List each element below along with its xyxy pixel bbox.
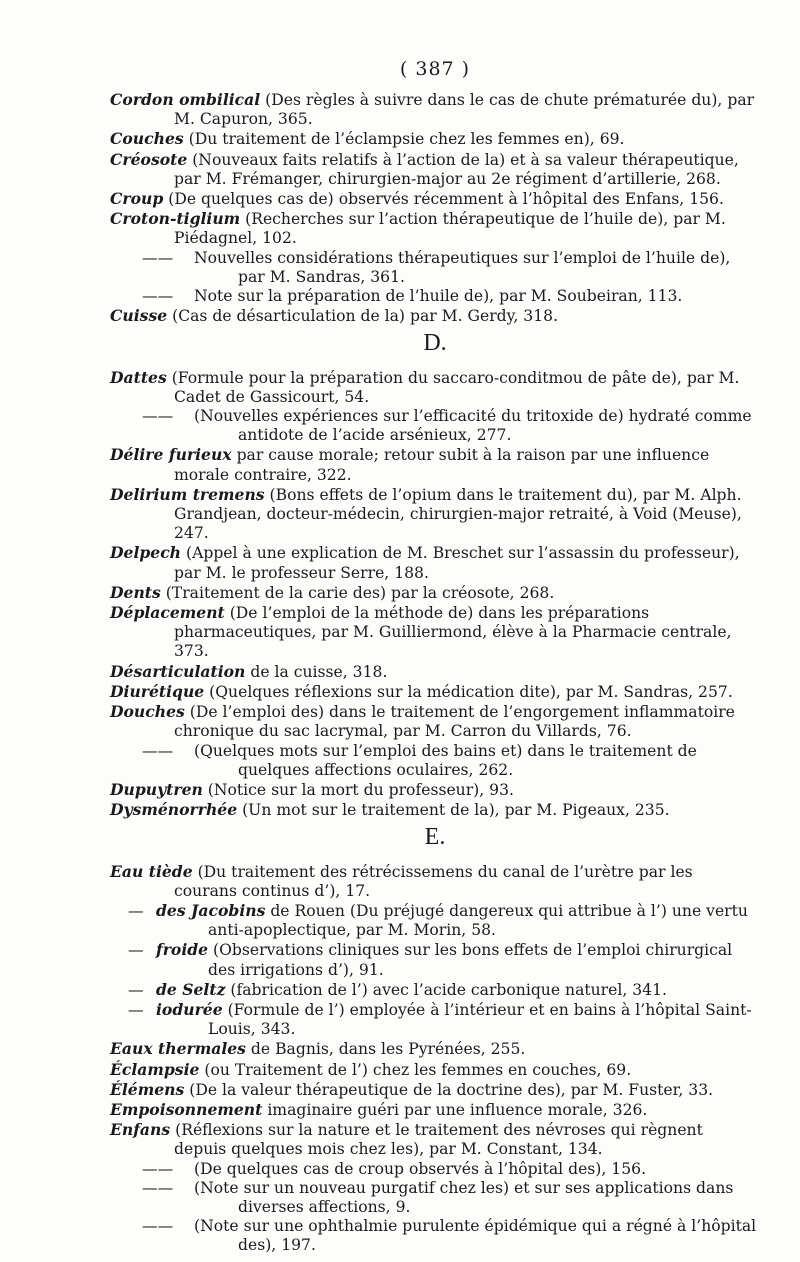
entry-headword: Dysménorrhée bbox=[110, 800, 238, 820]
index-entry bbox=[110, 780, 760, 800]
entry-headword: Douches bbox=[110, 702, 185, 722]
ditto-dash: — bbox=[128, 901, 144, 920]
entry-headword: Désarticulation bbox=[110, 661, 246, 681]
index-entry bbox=[110, 368, 760, 407]
entry-text: (Recherches sur l’action thérapeutique de l’huile de), par M. Piédagnel, 102. bbox=[174, 210, 726, 248]
entry-headword: iodurée bbox=[156, 999, 223, 1019]
index-subentry bbox=[110, 901, 760, 940]
ditto-dash: —— bbox=[142, 1159, 174, 1178]
entry-headword: Délire furieux bbox=[110, 445, 232, 465]
index-subentry bbox=[110, 287, 760, 306]
entry-text: (Bons effets de l’opium dans le traitement du), par M. Alph. Grandjean, docteur-médecin, chirurgien-major retraité, à Void (Meuse), 247. bbox=[174, 485, 742, 543]
entry-headword: Delpech bbox=[110, 543, 182, 563]
entry-text: (Note sur une ophthalmie purulente épidémique qui a régné à l’hôpital des), 197. bbox=[194, 1217, 757, 1255]
entry-text: (Nouvelles expériences sur l’efficacité du tritoxide de) hydraté comme antidote de l’acide arsénieux, 277. bbox=[194, 407, 752, 445]
ditto-dash: —— bbox=[142, 741, 174, 760]
entry-headword: Déplacement bbox=[110, 603, 225, 623]
entry-text: Note sur la préparation de l’huile de), par M. Soubeiran, 113. bbox=[194, 287, 683, 306]
entry-headword: Diurétique bbox=[110, 681, 205, 701]
index-entry bbox=[110, 662, 760, 682]
entry-text: (Des règles à suivre dans le cas de chute prématurée du), par M. Capuron, 365. bbox=[174, 91, 755, 129]
entry-text: (Traitement de la carie des) par la créosote, 268. bbox=[160, 583, 555, 602]
index-subentry bbox=[110, 742, 760, 780]
entry-headword: Enfans bbox=[110, 1120, 171, 1140]
entry-text: (Cas de désarticulation de la) par M. Gerdy, 318. bbox=[167, 307, 559, 326]
entry-text: de la cuisse, 318. bbox=[245, 662, 388, 681]
entry-headword: de Seltz bbox=[156, 979, 226, 999]
index-entry bbox=[110, 445, 760, 484]
index-entry bbox=[110, 1080, 760, 1100]
entry-text: imaginaire guéri par une influence morale, 326. bbox=[262, 1100, 648, 1119]
index-subentry bbox=[110, 407, 760, 445]
entry-headword: Élémens bbox=[110, 1079, 185, 1099]
section-letter: E. bbox=[424, 824, 446, 851]
entry-headword: Dents bbox=[110, 582, 161, 602]
entry-headword: Croton-tiglium bbox=[110, 209, 241, 229]
index-entry bbox=[110, 543, 760, 582]
index-subentry bbox=[110, 249, 760, 287]
entry-text: par cause morale; retour subit à la raison par une influence morale contraire, 322. bbox=[174, 446, 710, 484]
entry-text: (Notice sur la mort du professeur), 93. bbox=[202, 780, 514, 799]
entry-headword: Eaux thermales bbox=[110, 1039, 246, 1059]
entry-headword: Créosote bbox=[110, 149, 188, 169]
page-number: ( 387 ) bbox=[399, 58, 471, 80]
index-entry bbox=[110, 150, 760, 189]
entry-text: (Formule de l’) employée à l’intérieur et en bains à l’hôpital Saint-Louis, 343. bbox=[208, 1000, 752, 1039]
entry-headword: Cordon ombilical bbox=[110, 90, 261, 109]
entry-headword: Dattes bbox=[110, 367, 167, 387]
ditto-dash: —— bbox=[142, 287, 174, 306]
entry-headword: Dupuytren bbox=[110, 779, 203, 799]
index-subentry bbox=[110, 1160, 760, 1179]
entry-text: de Rouen (Du préjugé dangereux qui attribue à l’) une vertu anti-apoplectique, par M. Morin, 58. bbox=[208, 901, 748, 940]
entry-text: (De l’emploi des) dans le traitement de l’engorgement inflammatoire chronique du sac lacrymal, par M. Carron du Villards, 76. bbox=[174, 703, 735, 741]
section-letter: D. bbox=[423, 330, 447, 357]
index-entry bbox=[110, 800, 760, 820]
entry-text: (Note sur un nouveau purgatif chez les) et sur ses applications dans diverses affections, 9. bbox=[194, 1178, 734, 1216]
index-entry bbox=[110, 129, 760, 149]
index-subentry bbox=[110, 1217, 760, 1255]
index-subentry bbox=[110, 940, 760, 979]
entry-headword: Couches bbox=[110, 129, 184, 149]
index-entry bbox=[110, 1120, 760, 1159]
entry-text: (Quelques mots sur l’emploi des bains et) dans le traitement de quelques affections oculaires, 262. bbox=[194, 741, 697, 779]
index-entry bbox=[110, 682, 760, 702]
entry-text: (De quelques cas de croup observés à l’hôpital des), 156. bbox=[194, 1159, 647, 1178]
index-entry bbox=[110, 90, 760, 129]
entry-headword: Éclampsie bbox=[110, 1059, 200, 1079]
entry-text: (Quelques réflexions sur la médication dite), par M. Sandras, 257. bbox=[204, 682, 733, 701]
entry-text: (De quelques cas de) observés récemment à l’hôpital des Enfans, 156. bbox=[163, 190, 724, 209]
ditto-dash: —— bbox=[142, 1217, 174, 1236]
index-entry bbox=[110, 603, 760, 662]
ditto-dash: —— bbox=[142, 407, 174, 426]
entry-headword: Empoisonnement bbox=[110, 1099, 263, 1119]
index-entry bbox=[110, 702, 760, 741]
index-subentry bbox=[110, 1179, 760, 1217]
entry-text: (Réflexions sur la nature et le traitement des névroses qui règnent depuis quelques mois chez les), par M. Constant, 134. bbox=[170, 1121, 703, 1159]
index-entry bbox=[110, 583, 760, 603]
entry-text: (De l’emploi de la méthode de) dans les préparations pharmaceutiques, par M. Guilliermond, élève à la Pharmacie centrale, 373. bbox=[174, 604, 732, 661]
index-entry bbox=[110, 209, 760, 248]
index-subentry bbox=[110, 1000, 760, 1039]
index-entry bbox=[110, 1060, 760, 1080]
entry-text: (Formule pour la préparation du saccaro-conditmou de pâte de), par M. Cadet de Gassicourt, 54. bbox=[166, 368, 740, 406]
entry-text: (Appel à une explication de M. Breschet sur l’assassin du professeur), par M. le professeur Serre, 188. bbox=[174, 544, 740, 582]
ditto-dash: — bbox=[128, 941, 144, 960]
entry-text: (Du traitement des rétrécissemens du canal de l’urètre par les courans continus d’), 17. bbox=[174, 862, 693, 900]
index-entries bbox=[110, 90, 760, 1256]
entry-text: (fabrication de l’) avec l’acide carbonique naturel, 341. bbox=[225, 980, 667, 999]
index-entry bbox=[110, 485, 760, 544]
entry-text: Nouvelles considérations thérapeutiques sur l’emploi de l’huile de), par M. Sandras, 361. bbox=[194, 248, 731, 286]
ditto-dash: —— bbox=[142, 1178, 174, 1197]
entry-text: (De la valeur thérapeutique de la doctrine des), par M. Fuster, 33. bbox=[184, 1080, 714, 1099]
index-entry bbox=[110, 306, 760, 326]
index-entry bbox=[110, 862, 760, 901]
entry-text: (Observations cliniques sur les bons effets de l’emploi chirurgical des irrigations d’), 91. bbox=[208, 941, 733, 979]
entry-headword: Cuisse bbox=[110, 306, 168, 326]
entry-headword: des Jacobins bbox=[156, 900, 266, 920]
index-entry bbox=[110, 1039, 760, 1059]
entry-headword: Delirium tremens bbox=[110, 484, 265, 504]
entry-text: (Nouveaux faits relatifs à l’action de la) et à sa valeur thérapeutique, par M. Frémanger, chirurgien-major au 2e régiment d’artillerie, 268. bbox=[174, 150, 739, 188]
ditto-dash: —— bbox=[142, 248, 174, 267]
ditto-dash: — bbox=[128, 1000, 144, 1019]
index-entry bbox=[110, 1100, 760, 1120]
entry-text: (Un mot sur le traitement de la), par M. Pigeaux, 235. bbox=[237, 801, 670, 820]
index-subentry bbox=[110, 980, 760, 1000]
entry-text: de Bagnis, dans les Pyrénées, 255. bbox=[245, 1040, 526, 1059]
entry-text: (ou Traitement de l’) chez les femmes en couches, 69. bbox=[199, 1060, 632, 1079]
entry-text: (Du traitement de l’éclampsie chez les femmes en), 69. bbox=[183, 130, 625, 149]
entry-headword: Croup bbox=[110, 189, 164, 209]
index-entry bbox=[110, 189, 760, 209]
entry-headword: Eau tiède bbox=[110, 861, 193, 881]
ditto-dash: — bbox=[128, 980, 144, 999]
entry-headword: froide bbox=[156, 940, 209, 960]
